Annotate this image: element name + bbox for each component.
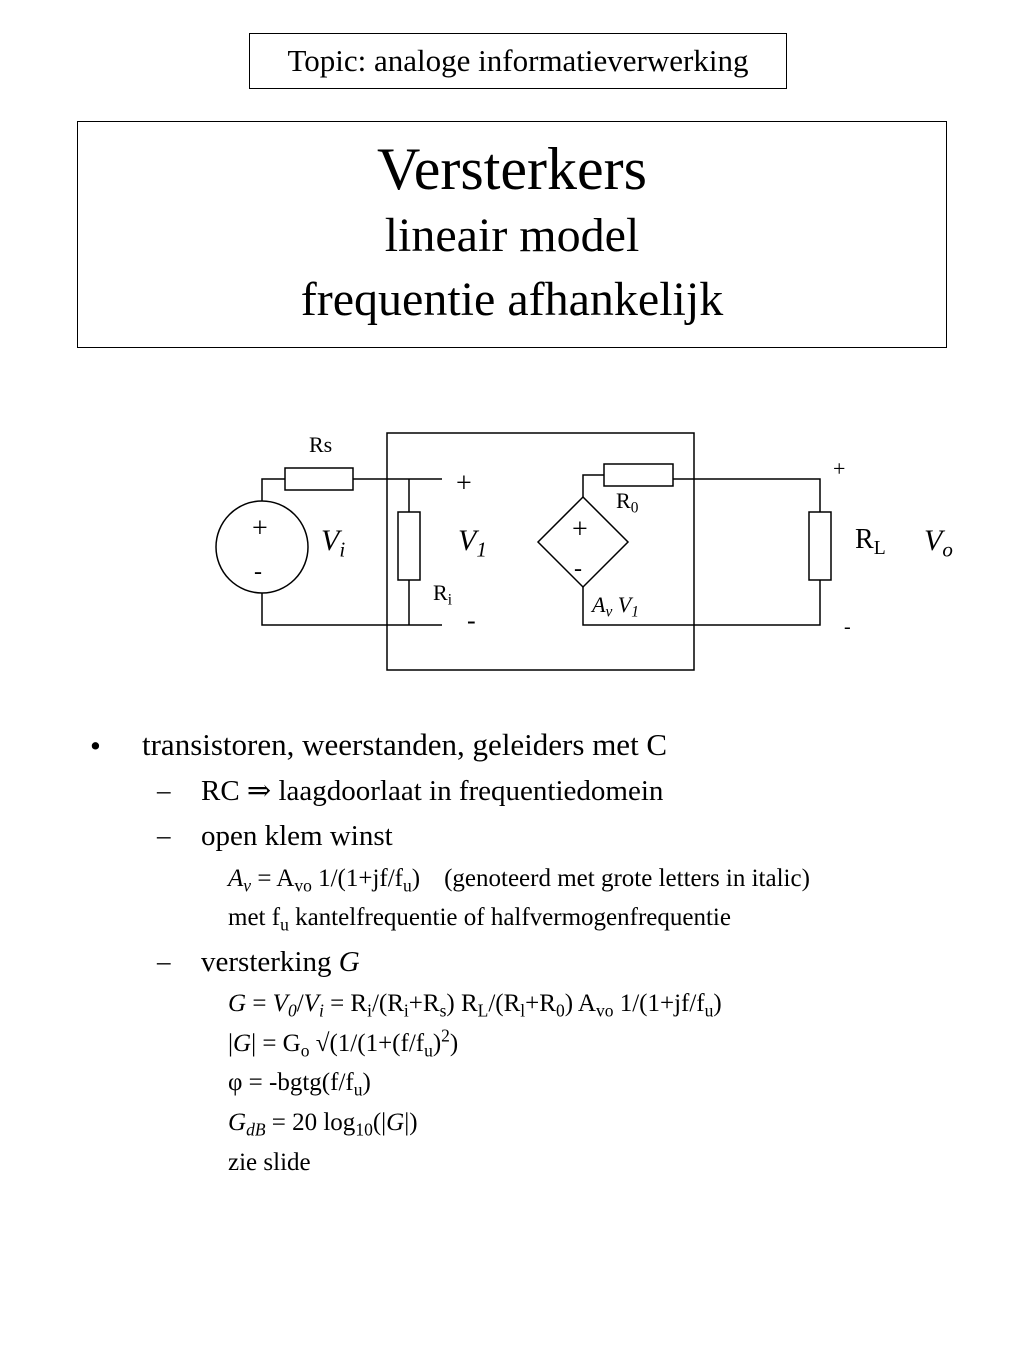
bullet-marker: • [90, 728, 101, 763]
formula-abs-g: $|G| = G_o$ $√(1/(1+(f/f_u)^2)$ [228, 1025, 459, 1061]
dep-plus-label: + [572, 514, 588, 545]
rs-label: Rs [309, 432, 333, 457]
zie-slide-text: zie slide [228, 1149, 311, 1176]
bullet-transistoren: transistoren, weerstanden, geleiders met C [142, 727, 668, 762]
dash-marker-2: – [157, 820, 171, 850]
sub-bullet-rc: RC ⇒ laagdoorlaat in frequentiedomein [201, 775, 664, 807]
vi-label: $V_i$ [321, 524, 346, 562]
formula-phi: $\varphi = -bgtg(f/f_u)$ [228, 1069, 371, 1100]
v1-label: $V_1$ [458, 524, 487, 562]
sub-bullet-open-klem: open klem winst [201, 820, 393, 852]
page-subtitle-1: lineair model [384, 209, 640, 262]
gain-label: $A_v$ $V_1$ [592, 592, 639, 621]
v1-minus-label: - [467, 606, 476, 635]
out-minus-label: - [844, 616, 851, 638]
page-title: Versterkers [377, 136, 647, 202]
dash-marker-3: – [157, 946, 171, 976]
source-minus-label: - [254, 559, 262, 585]
ri-label: $R_i$ [433, 580, 452, 609]
page-subtitle-2: frequentie afhankelijk [300, 273, 724, 326]
v1-plus-label: + [456, 468, 472, 499]
rl-label: $R_L$ [855, 524, 886, 559]
sub-bullet-versterking: versterking G [201, 946, 360, 978]
formula-fu: met $f_u$ kantelfrequentie of halfvermogenfrequentie [228, 904, 731, 935]
r0-label: $R_0$ [616, 488, 639, 517]
out-plus-label: + [833, 456, 846, 481]
vo-label: $V_o$ [924, 524, 953, 562]
formula-g: $G = V_0/V_i = R_i/(R_i+R_s)$ $R_L/(R_l+R_0)$ $A_{vo}$ $1/(1+jf/f_u)$ [228, 990, 722, 1021]
topic-label: Topic: analoge informatieverwerking [287, 43, 749, 78]
formula-gdb: $G_{dB} = 20$ $\log_{10}(|G|)$ [228, 1109, 418, 1140]
dash-marker-1: – [157, 775, 171, 805]
dep-minus-label: - [574, 556, 582, 582]
source-plus-label: + [252, 513, 268, 544]
formula-av: $A_v = A_{vo}$ $1/(1+jf/f_u)$ (genoteerd met grote letters in italic) [228, 865, 810, 896]
